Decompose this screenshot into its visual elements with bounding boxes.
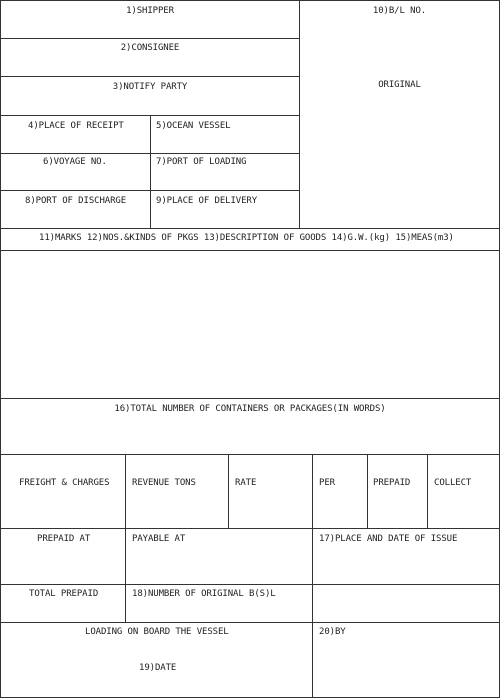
prepaid-at-cell [0, 528, 126, 585]
notify-party-cell [0, 76, 300, 116]
goods-description-area [0, 250, 500, 399]
place-of-receipt-cell [0, 115, 151, 154]
voyage-no-cell [0, 153, 151, 191]
shipper-label: 1)SHIPPER [126, 6, 174, 16]
goods-columns-row [0, 228, 500, 251]
issue-blank-cell [312, 584, 500, 623]
collect-cell [427, 454, 500, 529]
bl-number-cell [299, 0, 500, 229]
prepaid-cell [367, 454, 428, 529]
port-of-loading-cell [150, 153, 300, 191]
by-label: 20)BY [319, 627, 346, 637]
port-of-discharge-label: 8)PORT OF DISCHARGE [25, 196, 127, 206]
consignee-label: 2)CONSIGNEE [120, 43, 180, 53]
loading-on-board-cell [0, 622, 313, 698]
freight-charges-label: FREIGHT & CHARGES [19, 478, 110, 488]
notify-party-label: 3)NOTIFY PARTY [112, 82, 188, 92]
revenue-tons-cell [125, 454, 229, 529]
per-cell [312, 454, 368, 529]
loading-on-board-label: LOADING ON BOARD THE VESSEL [85, 627, 229, 637]
rate-cell [228, 454, 313, 529]
port-of-loading-label: 7)PORT OF LOADING [156, 157, 247, 167]
prepaid-label: PREPAID [373, 478, 411, 488]
date-label: 19)DATE [139, 663, 177, 673]
place-date-issue-label: 17)PLACE AND DATE OF ISSUE [319, 534, 458, 544]
goods-columns-label: 11)MARKS 12)NOS.&KINDS OF PKGS 13)DESCRIPTION OF GOODS 14)G.W.(kg) 15)MEAS(m3) [39, 233, 454, 243]
place-of-receipt-label: 4)PLACE OF RECEIPT [28, 121, 124, 131]
revenue-tons-label: REVENUE TONS [132, 478, 196, 488]
voyage-no-label: 6)VOYAGE NO. [43, 157, 107, 167]
total-packages-cell [0, 398, 500, 455]
payable-at-label: PAYABLE AT [132, 534, 186, 544]
place-of-delivery-cell [150, 190, 300, 229]
total-prepaid-cell [0, 584, 126, 623]
prepaid-at-label: PREPAID AT [37, 534, 91, 544]
place-of-delivery-label: 9)PLACE OF DELIVERY [156, 196, 258, 206]
ocean-vessel-label: 5)OCEAN VESSEL [156, 121, 231, 131]
total-prepaid-label: TOTAL PREPAID [29, 589, 99, 599]
place-date-issue-cell [312, 528, 500, 585]
bl-number-label: 10)B/L NO. [372, 6, 427, 16]
freight-charges-cell [0, 454, 126, 529]
original-label: ORIGINAL [378, 80, 421, 90]
number-original-bl-label: 18)NUMBER OF ORIGINAL B(S)L [132, 589, 276, 599]
per-label: PER [319, 478, 335, 488]
shipper-cell [0, 0, 300, 39]
port-of-discharge-cell [0, 190, 151, 229]
payable-at-cell [125, 528, 313, 585]
total-packages-label: 16)TOTAL NUMBER OF CONTAINERS OR PACKAGES(IN WORDS) [114, 404, 386, 414]
number-original-bl-cell [125, 584, 313, 623]
rate-label: RATE [235, 478, 257, 488]
by-cell [312, 622, 500, 698]
collect-label: COLLECT [434, 478, 472, 488]
ocean-vessel-cell [150, 115, 300, 154]
consignee-cell [0, 38, 300, 77]
